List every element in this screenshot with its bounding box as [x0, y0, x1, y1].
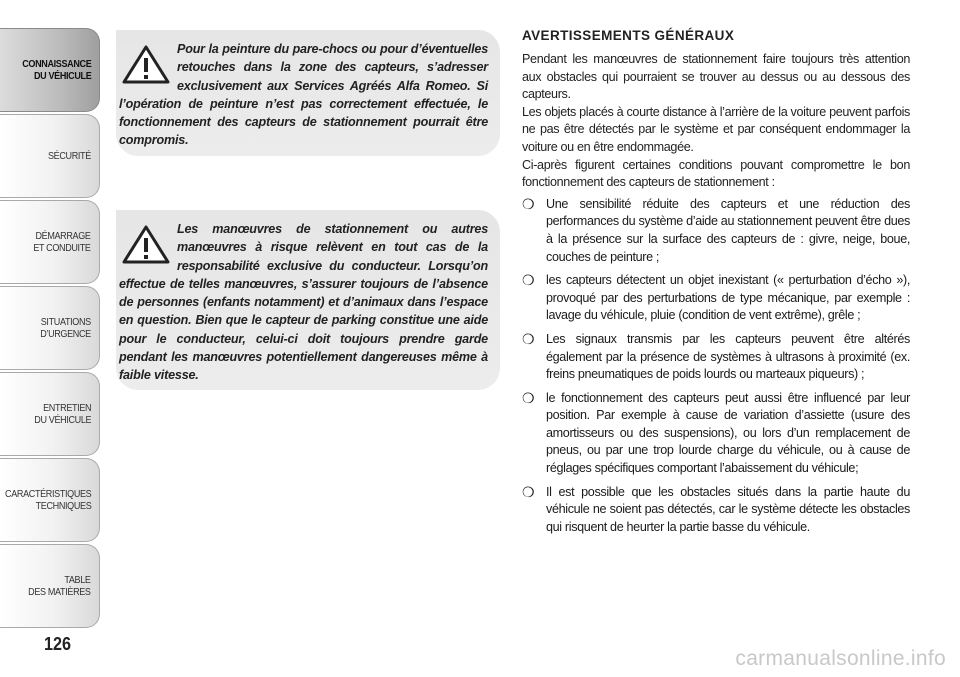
watermark: carmanualsonline.info — [735, 647, 946, 670]
bullet-circle-icon: ❍ — [522, 330, 535, 347]
list-item-text: les capteurs détectent un objet inexistant (« perturbation d’écho »), provoqué par des perturbations de type mécanique, par exemple : lavage du véhicule, pluie (condition de vent extrême), grêle ; — [546, 273, 910, 323]
paragraph: Les objets placés à courte distance à l’arrière de la voiture peuvent parfois ne pas être détectés par le système et par conséquent endommager la voiture ou en être endommagée. — [522, 104, 910, 154]
tab-table-des-matieres[interactable] — [0, 544, 100, 628]
tab-label: CONNAISSANCE DU VÉHICULE — [21, 58, 91, 82]
list-item — [522, 272, 910, 325]
list-item — [522, 331, 910, 384]
list-item-text: le fonctionnement des capteurs peut aussi être influencé par leur position. Par exemple à cause de variation d’assiette (usure des amortisseurs ou des suspensions), ou lors d’un remplacement de pneus, ou par une trop lourde charge du véhicule, ou à cause de réglages spécifiques comportant l’abaissement du véhicule; — [546, 390, 910, 476]
tab-label: CARACTÉRISTIQUES TECHNIQUES — [4, 488, 91, 512]
page-number: 126 — [44, 634, 72, 654]
general-warnings-section — [522, 28, 910, 542]
tab-label: SÉCURITÉ — [48, 150, 91, 162]
list-item-text: Une sensibilité réduite des capteurs et une réduction des performances du système d’aide au stationnement peuvent être dues à la présence sur la surface des capteurs de : givre, neige, boue, couches de peinture ; — [546, 196, 910, 264]
section-heading: AVERTISSEMENTS GÉNÉRAUX — [522, 28, 735, 43]
tab-label: SITUATIONS D’URGENCE — [40, 316, 91, 340]
tab-caracteristiques-techniques[interactable] — [0, 458, 100, 542]
list-item — [522, 196, 910, 266]
tab-label: ENTRETIEN DU VÉHICULE — [34, 402, 91, 426]
bullet-circle-icon: ❍ — [522, 195, 535, 212]
tab-connaissance-du-vehicule[interactable] — [0, 28, 100, 112]
paragraph: Ci-après figurent certaines conditions pouvant compromettre le bon fonctionnement des capteurs de stationnement : — [522, 157, 910, 190]
bullet-circle-icon: ❍ — [522, 272, 535, 289]
warning-text: Pour la peinture du pare-chocs ou pour d’éventuelles retouches dans la zone des capteurs, s’adresser exclusivement aux Services Agréés Alfa Romeo. Si l’opération de peinture n’est pas correctement effectuée, le fonctionnement des capteurs de stationnement pourrait être compromis. — [119, 42, 488, 148]
tab-situations-d-urgence[interactable] — [0, 286, 100, 370]
warning-triangle-icon — [119, 224, 173, 266]
warning-box — [116, 210, 500, 390]
tab-entretien-du-vehicule[interactable] — [0, 372, 100, 456]
bullet-circle-icon: ❍ — [522, 483, 535, 500]
paragraph: Pendant les manœuvres de stationnement faire toujours très attention aux obstacles qui pourraient se trouver au dessus ou au dessous des capteurs. — [522, 52, 910, 102]
tab-label: TABLE DES MATIÈRES — [28, 574, 91, 598]
condition-list — [522, 196, 910, 537]
list-item-text: Il est possible que les obstacles situés dans la partie haute du véhicule ne soient pas détectés, car le système détecte les obstacles qui risquent de heurter la partie basse du véhicule. — [546, 484, 910, 534]
bullet-circle-icon: ❍ — [522, 389, 535, 406]
warning-triangle-icon — [119, 44, 173, 86]
tab-securite[interactable] — [0, 114, 100, 198]
list-item — [522, 484, 910, 537]
tab-label: DÉMARRAGE ET CONDUITE — [33, 230, 91, 254]
tab-demarrage-et-conduite[interactable] — [0, 200, 100, 284]
warning-box — [116, 30, 500, 156]
list-item-text: Les signaux transmis par les capteurs peuvent être altérés également par la présence de systèmes à ultrasons à proximité (ex. freins pneumatiques de poids lourds ou marteaux piqueurs) ; — [546, 331, 910, 382]
list-item — [522, 390, 910, 478]
warning-text: Les manœuvres de stationnement ou autres manœuvres à risque relèvent en tout cas de la responsabilité exclusive du conducteur. Lorsqu’on effectue de telles manœuvres, s’assurer toujours de l’absence de personnes (enfants notamment) et d’animaux dans l’espace en question. Bien que le capteur de parking constitue une aide pour le conducteur, celui-ci doit toujours prendre garde pendant les manœuvres potentiellement dangereuses même à faible vitesse. — [119, 222, 488, 383]
